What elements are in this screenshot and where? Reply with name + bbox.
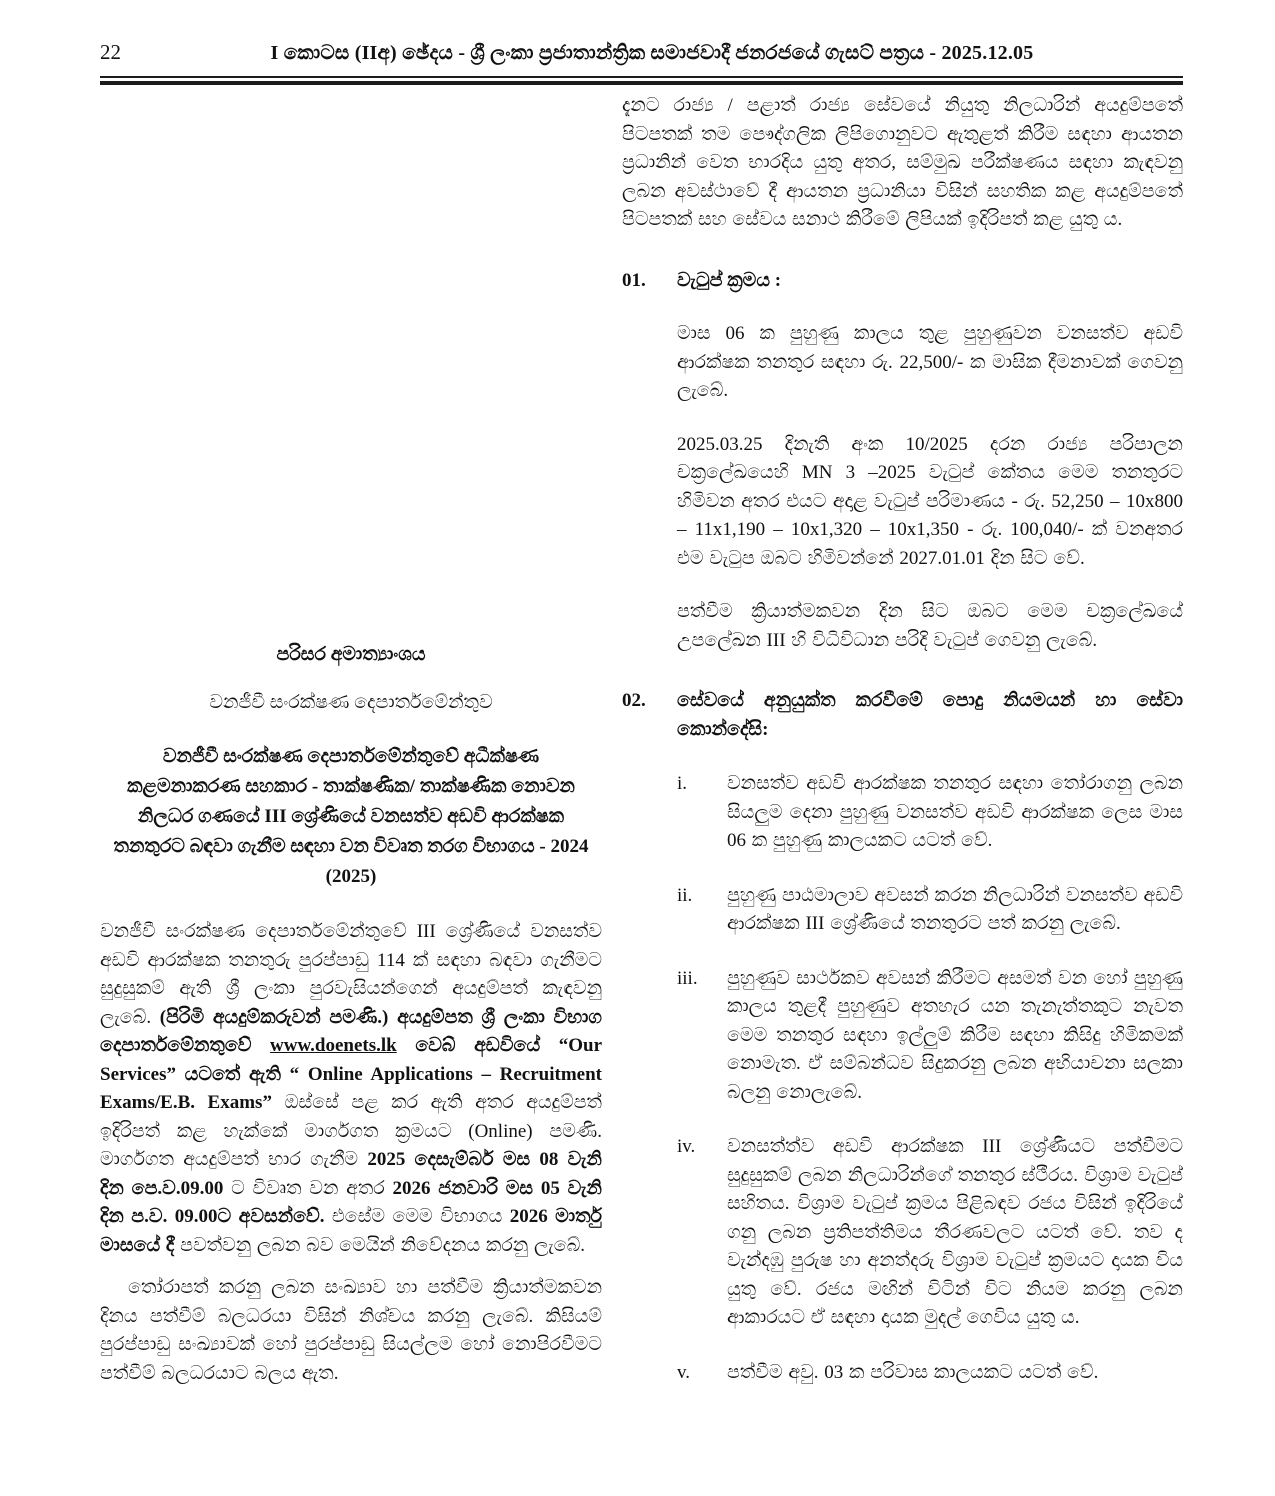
section-01-title: වැටුප් ක්‍රමය : (677, 269, 782, 291)
condition-item-i-number: i. (677, 773, 688, 794)
page-header (100, 40, 1183, 65)
text-run: වනජීවී සංරක්ෂණ දෙපාර්තමේන්තුවේ III ශ්‍රේණියේ වනසත්ව අඩවි ආරක්ෂක තනතුරු පුරප්පාඩු 114 ක් සඳහා බඳවා ගැනීමට සුදුසුකම් ඇති ශ්‍රී ලංකා පුරවැසියන්ගෙන් අයදුම්පත් කැඳවනු ලැබේ. (100, 921, 602, 1028)
condition-item-iii-text: පුහුණුව සාර්ථකව අවසන් කිරීමට අසමත් වන හෝ පුහුණු කාලය තුළදී පුහුණුව අතහැර යන තැනැත්තකුට නැවත මෙම තනතුර සඳහා ඉල්ලුම් කිරීම සඳහා කිසිදු හිමිකමක් නොමැත. ඒ සම්බන්ධව සිදුකරනු ලබන අභියාචනා සලකා බලනු නොලැබේ. (727, 967, 1183, 1103)
condition-item-ii-text: පුහුණු පාඨමාලාව අවසන් කරන නිලධාරින් වනසත්ව අඩවි ආරක්ෂක III ශ්‍රේණියේ තනතුරට පත් කරනු ලැබේ. (727, 884, 1183, 934)
condition-item-v (677, 1359, 1183, 1388)
condition-item-iii (677, 965, 1183, 1108)
section-01-heading (622, 267, 1183, 296)
salary-scale-paragraph: 2025.03.25 දිනැති අංක 10/2025 දරන රාජ්‍ය පරිපාලන චක්‍රලේඛයෙහි MN 3 –2025 වැටුප් කේතය මෙම තනතුරට හිමිවන අතර එයට අදාළ වැටුප් පරිමාණය - රු. 52,250 – 10x800 – 11x1,190 – 10x1,320 – 10x1,350 - රු. 100,040/- ක් වනඅතර එම වැටුප ඔබට හිමිවන්නේ 2027.01.01 දින සිට වේ. (677, 433, 1183, 569)
condition-item-iv (677, 1133, 1183, 1333)
condition-item-ii (677, 882, 1183, 939)
page-number: 22 (100, 40, 121, 64)
continuation-paragraph: දැනට රාජ්‍ය / පළාත් රාජ්‍ය සේවයේ නියුතු නිලධාරින් අයදුම්පතේ පිටපතක් තම පෞද්ගලික ලිපිගොනුවට ඇතුළත් කිරීම සඳහා ආයතන ප්‍රධානින් වෙත භාරදිය යුතු අතර, සම්මුඛ පරීක්ෂණය සඳහා කැඳවනු ලබන අවස්ථාවේ දී ආයතන ප්‍රධානියා විසින් සහතික කළ අයදුම්පතේ පිටපතක් සහ සේවය සනාථ කිරීමේ ලිපියක් ඉදිරිපත් කළ යුතු ය. (622, 95, 1183, 230)
section-01-number: 01. (622, 269, 646, 291)
condition-item-ii-number: ii. (677, 884, 693, 906)
section-02-number: 02. (622, 690, 646, 711)
text-run: (පිරිමි අයදුම්කරුවන් පමණි.) අයදුම්පත ශ්‍රී ලංකා විභාග දෙපාර්තමේනතුවේ (100, 1006, 603, 1057)
text-run: 2026 ජනවාරි මස 05 වැනි දින ප.ව. 09.00ට අවසන්වේ. (100, 1177, 602, 1228)
text-run: වෙබ් අඩවියේ “Our Services” යටතේ ඇති “ Online Applications – Recruitment Exams/E.B. Exams” (100, 1035, 603, 1114)
condition-item-i (677, 770, 1183, 856)
text-run: එසේම මෙම විභාගය (331, 1206, 510, 1228)
condition-item-iii-number: iii. (677, 967, 698, 989)
department-name: වනජීවී සංරක්ෂණ දෙපාර්තමේන්තුව (209, 692, 493, 713)
gazette-header-title: I කොටස (IIඅ) ඡේදය - ශ්‍රී ලංකා ප්‍රජාතාන්ත්‍රික සමාජවාදී ජනරජයේ ගැසට් පත්‍රය - 2025.12.05 (270, 42, 1034, 64)
notice-body-paragraph (100, 918, 602, 1260)
left-column-spacer (100, 92, 602, 644)
condition-item-v-text: පත්වීම අවු. 03 ක පරිවාස කාලයකට යටත් වේ. (727, 1361, 1099, 1383)
salary-payment-paragraph: පත්වීම ක්‍රියාත්මකවන දින සිට ඔබට මෙම චක්‍රලේඛයේ උපලේඛන III හි විධිවිධාන පරිදි වැටුප් ගෙවනු ලැබේ. (677, 601, 1183, 651)
left-column (100, 92, 602, 1388)
condition-item-i-text: වනසත්ව අඩවි ආරක්ෂක තනතුර සඳහා තෝරාගනු ලබන සියලුම දෙනා පුහුණු වනසත්ව අඩවි ආරක්ෂක ලෙස මාස 06 ක පුහුණු කාලයකට යටත් වේ. (727, 773, 1183, 851)
text-run: පවත්වනු ලබන බව මෙයින් නිවේදනය කරනු ලැබේ. (180, 1234, 586, 1256)
section-02-title: සේවයේ අනුයුක්ත කරවීමේ පොදු නියමයන් හා සේවා කොන්දේසි: (677, 690, 1183, 740)
text-run: 2025 දෙසැම්බර් මස 08 වැනි දින පෙ.ව.09.00 (100, 1149, 602, 1199)
appointment-authority-paragraph: තෝරාපත් කරනු ලබන සංඛ්‍යාව හා පත්වීම ක්‍රියාත්මකවන දිනය පත්වීම් බලධරයා විසින් නිශ්චය කරනු ලැබේ. කිසියම් පුරප්පාඩු සංඛ්‍යාවක් හෝ පුරප්පාඩු සියල්ලම හෝ නොපිරවීමට පත්වීම් බලධරයාට බලය ඇත. (100, 1277, 602, 1384)
header-divider-rule (100, 76, 1183, 85)
condition-item-iv-text: වනසත්ත්ව අඩවි ආරක්ෂක III ශ්‍රේණියට පත්වීමට සුදුසුකම් ලබන නිලධාරින්ගේ තනතුර ස්ථීරය. විශ්‍රාම වැටුප් සහිතය. විශ්‍රාම වැටුප් ක්‍රමය පිළිබඳව රජය විසින් ඉදිරියේ ගනු ලබන ප්‍රතිපත්තිමය තීරණවලට යටත් වේ. තව ද වැන්දඹු පුරුෂ හා අනත්දරු විශ්‍රාම වැටුප් ක්‍රමයට දායක විය යුතු වේ. රජය මඟින් විටින් විට නියම කරනු ලබන ආකාරයට ඒ සඳහා දායක මුදල් ගෙවිය යුතු ය. (727, 1136, 1183, 1328)
section-salary (622, 267, 1183, 656)
salary-allowance-paragraph: මාස 06 ක පුහුණු කාලය තුළ පුහුණුවන වනසත්ව අඩවි ආරක්ෂක තනතුර සඳහා රු. 22,500/- ක මාසික දීමනාවක් ගෙවනු ලැබේ. (677, 323, 1183, 401)
text-run: 2026 මාර්තු මාසයේ දී (100, 1206, 602, 1256)
right-column (622, 92, 1183, 1387)
section-service-conditions (622, 687, 1183, 1387)
doenets-url: www.doenets.lk (270, 1035, 397, 1057)
text-run: ඔස්සේ පළ කර ඇති අතර අයදුම්පත් ඉදිරිපත් කළ හැක්කේ මාර්ගගත ක්‍රමයට (Online) පමණි. මාර්ගගත අයදුම්පත් භාර ගැනීම (100, 1092, 602, 1171)
section-02-heading (622, 687, 1183, 744)
text-run: ට විවෘත වන අතර (231, 1177, 393, 1199)
condition-item-iv-number: iv. (677, 1136, 696, 1157)
two-column-layout (100, 92, 1183, 1388)
ministry-name: පරිසර අමාත්‍යාංශය (276, 644, 426, 665)
condition-item-v-number: v. (677, 1361, 691, 1383)
exam-notice-title: වනජීවී සංරක්ෂණ දෙපාර්තමේන්තුවේ අධීක්ෂණ කළමනාකරණ සහකාර - තාක්ෂණික/ තාක්ෂණික නොවන නිලධර ගණයේ III ශ්‍රේණියේ වනසත්ව අඩවි ආරක්ෂක තනතුරට බඳවා ගැනීම සඳහා වන විවෘත තරග විභාගය - 2024 (2025) (113, 746, 589, 888)
